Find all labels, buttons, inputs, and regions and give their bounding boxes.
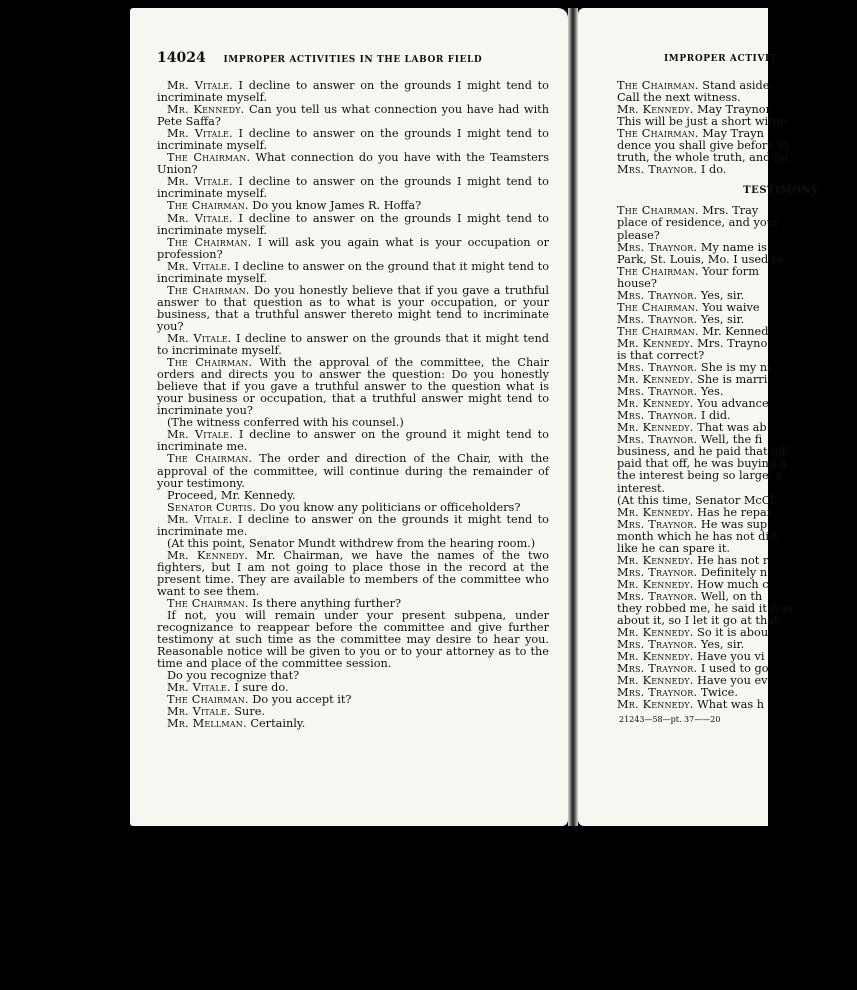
- speech-text: they robbed me, he said it was: [617, 601, 793, 615]
- speaker-name: Mr. Kennedy.: [617, 626, 694, 640]
- speech-text: Have you vi: [693, 650, 765, 664]
- speech-text: So it is abou: [693, 626, 769, 640]
- speech-text: I decline to answer on the grounds I might tend to incriminate myself.: [157, 127, 549, 153]
- speaker-name: Mr. Vitale.: [167, 705, 231, 719]
- speech-text: Yes.: [697, 385, 724, 399]
- speaker-name: Mrs. Traynor.: [617, 312, 698, 326]
- speech-text: Yes, sir.: [697, 288, 745, 302]
- speaker-name: Mrs. Traynor.: [617, 565, 698, 579]
- speech-text: Do you honestly believe that if you gave a truthful answer to that question as to what is your occupation, or your business, that a truthful answer thereto might tend to incriminate you?: [157, 283, 549, 333]
- transcript-paragraph: [157, 718, 549, 730]
- transcript-paragraph: [157, 285, 549, 333]
- speaker-name: Mr. Kennedy.: [617, 577, 694, 591]
- transcript-paragraph: [157, 514, 549, 538]
- speaker-name: Mr. Mellman.: [167, 717, 247, 731]
- speaker-name: The Chairman.: [167, 356, 253, 370]
- speech-text: paid that off, he was buying h: [617, 457, 787, 471]
- speaker-name: The Chairman.: [617, 204, 699, 218]
- speaker-name: Mr. Vitale.: [167, 681, 231, 695]
- print-footnote: 21243—58—pt. 37——20: [619, 715, 721, 725]
- speaker-name: Mrs. Traynor.: [617, 361, 698, 375]
- speech-text: That was ab: [693, 421, 767, 435]
- speaker-name: Mr. Vitale.: [167, 127, 233, 141]
- transcript-paragraph: [157, 610, 549, 670]
- transcript-paragraph: [157, 429, 549, 453]
- speech-text: Mr. Kenned: [698, 324, 769, 338]
- speaker-name: Mr. Kennedy.: [167, 548, 248, 562]
- transcript-paragraph: [157, 128, 549, 152]
- speech-text: May Trayn: [698, 127, 764, 141]
- speech-text: He was sup: [697, 517, 768, 531]
- book-gutter: [568, 8, 578, 826]
- speech-text: place of residence, and your: [617, 216, 780, 230]
- speech-text: She is marri: [693, 373, 768, 387]
- speaker-name: The Chairman.: [617, 79, 699, 92]
- speaker-name: Mrs. Traynor.: [617, 638, 698, 652]
- section-heading: TESTIMONY: [743, 185, 819, 197]
- speaker-name: Mrs. Traynor.: [617, 589, 698, 603]
- speaker-name: Mrs. Traynor.: [617, 517, 698, 531]
- speech-text: like he can spare it.: [617, 541, 731, 555]
- speech-text: I do.: [697, 163, 727, 177]
- transcript-paragraph: [157, 237, 549, 261]
- speech-text: How much c: [693, 577, 769, 591]
- speaker-name: The Chairman.: [617, 324, 699, 338]
- speaker-name: Mr. Kennedy.: [167, 103, 245, 117]
- speaker-name: Mrs. Traynor.: [617, 385, 698, 399]
- speech-text: Park, St. Louis, Mo. I used to: [617, 252, 784, 266]
- left-column-text: [157, 80, 549, 731]
- speech-text: Your form: [698, 264, 759, 278]
- speech-text: about it, so I let it go at that.: [617, 614, 783, 628]
- speaker-name: Mrs. Traynor.: [617, 409, 698, 423]
- transcript-paragraph: [157, 152, 549, 176]
- speech-text: Twice.: [697, 686, 738, 700]
- speech-text: Mr. Chairman, we have the names of the two fighters, but I am not going to place those in the record at the present time. They are available to members of the committee who want to see them.: [157, 548, 549, 598]
- speaker-name: Mr. Kennedy.: [617, 373, 694, 387]
- speech-text: My name is: [697, 240, 767, 254]
- right-column-text: [607, 80, 857, 726]
- speaker-name: Mrs. Traynor.: [617, 163, 698, 177]
- speech-text: Mrs. Tray: [698, 204, 759, 218]
- transcript-paragraph: [157, 333, 549, 357]
- speech-text: Do you recognize that?: [167, 669, 300, 683]
- speech-text: I decline to answer on the grounds I might tend to incriminate myself.: [157, 175, 549, 201]
- right-page: [578, 8, 819, 826]
- speech-text: Well, the fi: [697, 433, 763, 447]
- speech-text: Certainly.: [246, 717, 306, 731]
- speaker-name: Mr. Kennedy.: [617, 505, 694, 519]
- speaker-name: Mrs. Traynor.: [617, 433, 698, 447]
- transcript-paragraph: [157, 261, 549, 285]
- speech-text: May Traynor: [693, 103, 771, 117]
- speaker-name: The Chairman.: [617, 127, 699, 141]
- speaker-name: Mr. Vitale.: [167, 428, 234, 442]
- speech-text: What connection do you have with the Teamsters Union?: [157, 151, 549, 177]
- speech-text: (At this time, Senator McCl: [617, 493, 774, 507]
- speech-text: Do you know James R. Hoffa?: [248, 199, 422, 213]
- speech-text: I decline to answer on the grounds I might tend to incriminate myself.: [157, 211, 549, 237]
- speaker-name: The Chairman.: [167, 597, 249, 611]
- speech-text: Do you accept it?: [248, 693, 352, 707]
- speech-text: is that correct?: [617, 348, 705, 362]
- speaker-name: Mr. Kennedy.: [617, 650, 694, 664]
- right-running-head: IMPROPER ACTIVIT: [664, 54, 778, 64]
- speech-text: I decline to answer on the grounds it might tend to incriminate me.: [157, 512, 549, 538]
- speech-text: the interest being so large, s: [617, 469, 782, 483]
- speaker-name: Mr. Kennedy.: [617, 103, 694, 117]
- speech-text: dence you shall give before th: [617, 139, 790, 153]
- speaker-name: Mr. Kennedy.: [617, 553, 694, 567]
- speech-text: If not, you will remain under your present subpena, under recognizance to reappear before the committee and give further testimony at such time as the committee may desire to hear you. Reasonable notice will be given to you or to your attorney as to the time and place of the committee session.: [157, 609, 549, 671]
- speech-text: I decline to answer on the ground it might tend to incriminate me.: [157, 428, 549, 454]
- speech-text: Can you tell us what connection you have had with Pete Saffa?: [157, 103, 550, 129]
- speaker-name: Mrs. Traynor.: [617, 662, 698, 676]
- speaker-name: The Chairman.: [167, 199, 249, 213]
- speaker-name: Mr. Vitale.: [167, 331, 232, 345]
- speech-text: I decline to answer on the ground that it might tend to incriminate myself.: [157, 259, 549, 285]
- page-number: 14024: [157, 50, 206, 66]
- speaker-name: Mr. Kennedy.: [617, 421, 694, 435]
- speech-text: business, and he paid that off.: [617, 445, 790, 459]
- speaker-name: Mrs. Traynor.: [617, 686, 698, 700]
- speech-text: You advance: [693, 397, 769, 411]
- speech-text: Has he repai: [693, 505, 771, 519]
- transcript-paragraph: [157, 104, 549, 128]
- speaker-name: Mr. Vitale.: [167, 211, 233, 225]
- speech-text: I used to go: [697, 662, 769, 676]
- speech-text: I decline to answer on the grounds that it might tend to incriminate myself.: [157, 331, 549, 358]
- transcript-paragraph: [157, 176, 549, 200]
- speech-text: interest.: [617, 481, 666, 495]
- transcript-paragraph: [157, 453, 549, 489]
- speaker-name: Mrs. Traynor.: [617, 240, 698, 254]
- transcript-paragraph: [607, 699, 857, 711]
- speech-text: please?: [617, 228, 660, 242]
- speech-text: With the approval of the committee, the Chair orders and directs you to answer the question: Do you honestly believe that if you gave a truthful answer to the question what is your business or occupation, that a truthful answer might tend to incriminate you?: [157, 356, 550, 418]
- speech-text: You waive: [698, 300, 760, 314]
- speaker-name: The Chairman.: [617, 300, 699, 314]
- transcript-paragraph: [157, 213, 549, 237]
- speech-text: truth, the whole truth, and no: [617, 151, 789, 165]
- speech-text: Proceed, Mr. Kennedy.: [167, 488, 296, 502]
- speech-text: Do you know any politicians or officeholders?: [256, 500, 521, 514]
- speaker-name: The Chairman.: [167, 452, 253, 466]
- speech-text: Is there anything further?: [248, 597, 402, 611]
- speech-text: month which he has not did,: [617, 529, 780, 543]
- speech-text: Yes, sir.: [697, 312, 745, 326]
- speech-text: What was h: [693, 698, 764, 712]
- speaker-name: Senator Curtis.: [167, 500, 257, 514]
- speech-text: Sure.: [230, 705, 266, 719]
- speech-text: I did.: [697, 409, 731, 423]
- speaker-name: The Chairman.: [167, 693, 249, 707]
- transcript-paragraph: [157, 357, 549, 417]
- transcript-paragraph: [607, 164, 857, 176]
- speaker-name: Mr. Kennedy.: [617, 336, 694, 350]
- speech-text: I decline to answer on the grounds I might tend to incriminate myself.: [157, 79, 549, 105]
- speech-text: Have you ev: [693, 674, 768, 688]
- left-page: [130, 8, 568, 826]
- speech-text: Well, on th: [697, 589, 763, 603]
- speech-text: He has not r: [693, 553, 769, 567]
- speaker-name: Mr. Vitale.: [167, 512, 233, 526]
- speech-text: The order and direction of the Chair, with the approval of the committee, will continue during the remainder of your testimony.: [157, 452, 549, 490]
- speaker-name: Mr. Vitale.: [167, 175, 233, 189]
- speaker-name: The Chairman.: [167, 235, 252, 249]
- running-head-title: IMPROPER ACTIVITIES IN THE LABOR FIELD: [223, 55, 483, 65]
- speech-text: (The witness conferred with his counsel.): [167, 416, 404, 430]
- speech-text: Call the next witness.: [617, 91, 741, 105]
- speech-text: Stand aside: [698, 79, 770, 92]
- transcript-paragraph: [157, 550, 549, 598]
- transcript-paragraph: [157, 80, 549, 104]
- speech-text: I will ask you again what is your occupation or profession?: [157, 235, 549, 261]
- speaker-name: Mr. Kennedy.: [617, 397, 694, 411]
- speaker-name: The Chairman.: [167, 151, 251, 165]
- speech-text: Yes, sir.: [697, 638, 745, 652]
- speech-text: This will be just a short witne: [617, 115, 787, 129]
- speaker-name: Mrs. Traynor.: [617, 288, 698, 302]
- speaker-name: Mr. Kennedy.: [617, 674, 694, 688]
- speech-text: house?: [617, 276, 657, 290]
- speech-text: She is my ni: [697, 361, 771, 375]
- speaker-name: Mr. Vitale.: [167, 79, 233, 92]
- speaker-name: Mr. Kennedy.: [617, 698, 694, 712]
- speech-text: Mrs. Trayno: [693, 336, 768, 350]
- speech-text: Definitely n: [697, 565, 768, 579]
- left-running-head: [157, 50, 482, 66]
- speaker-name: The Chairman.: [617, 264, 699, 278]
- speech-text: (At this point, Senator Mundt withdrew from the hearing room.): [167, 536, 536, 550]
- speech-text: I sure do.: [230, 681, 289, 695]
- speaker-name: The Chairman.: [167, 283, 250, 297]
- speaker-name: Mr. Vitale.: [167, 259, 231, 273]
